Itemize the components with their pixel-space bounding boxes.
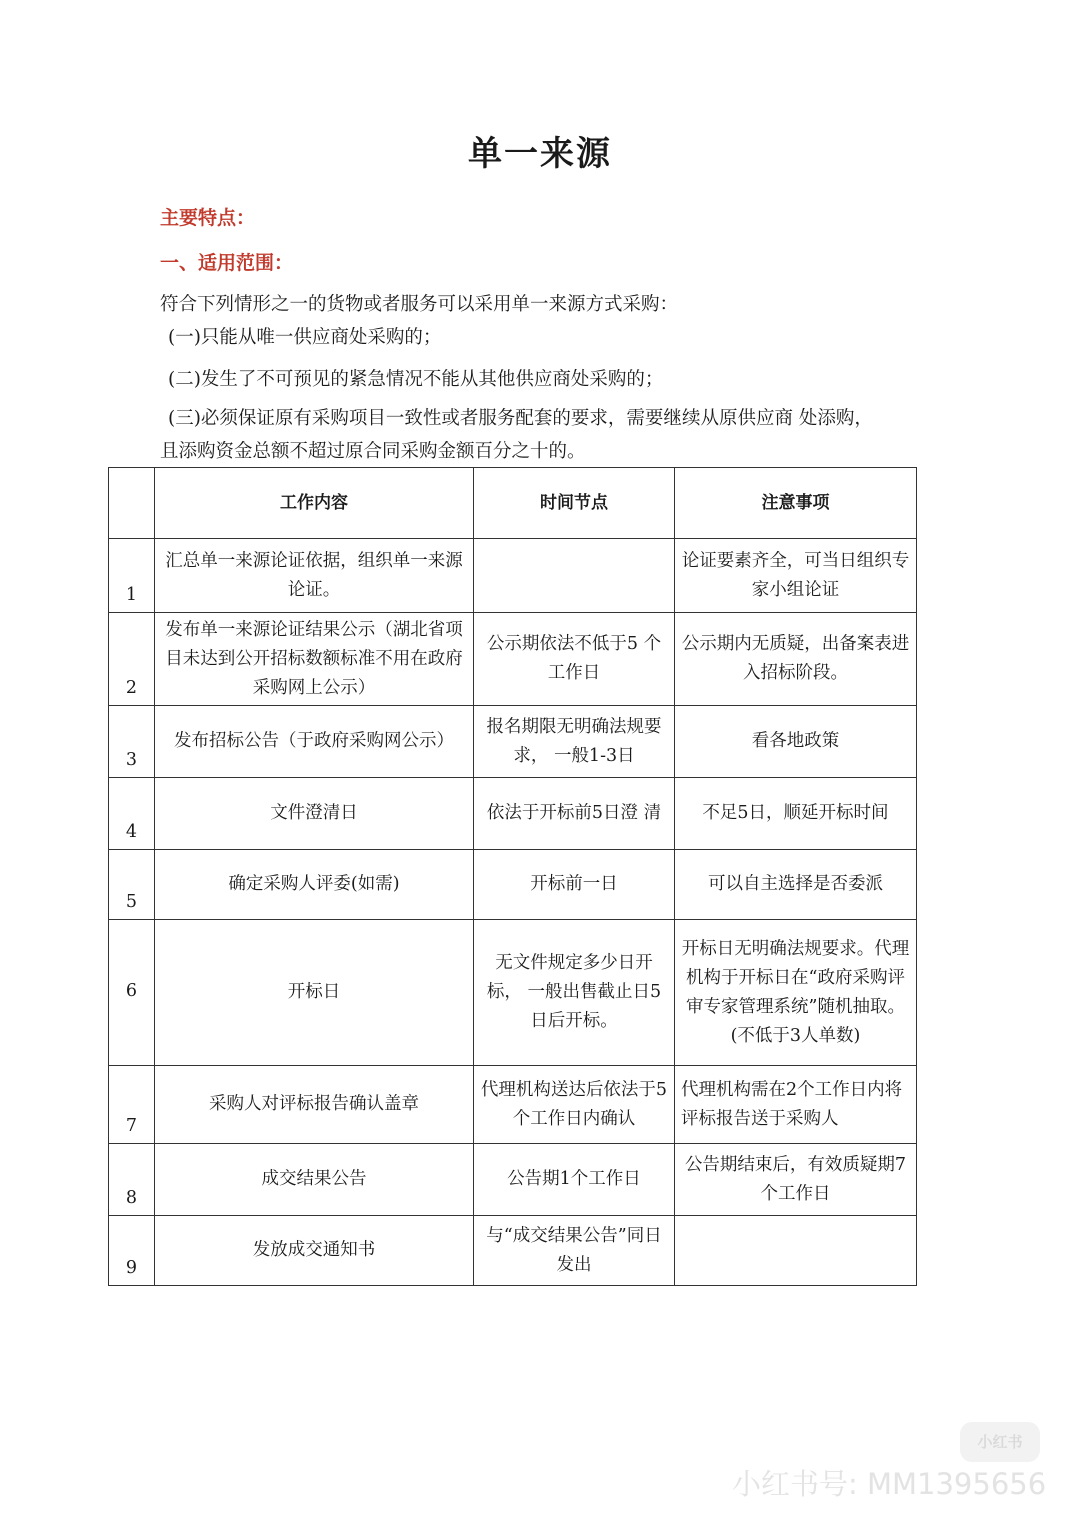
notes-cell: 公示期内无质疑，出备案表进入招标阶段。 (675, 613, 917, 706)
scope-item-3-continued: 且添购资金总额不超过原合同采购金额百分之十的。 (160, 441, 586, 462)
notes-cell: 不足5日，顺延开标时间 (675, 778, 917, 850)
time-node-cell: 公告期1个工作日 (474, 1144, 675, 1216)
row-number: 8 (109, 1144, 155, 1216)
xiaohongshu-id-watermark: 小红书号: MM1395656 (732, 1467, 1047, 1501)
table-header-row (109, 468, 917, 539)
table-row (109, 778, 917, 850)
section-scope: 一、适用范围： (160, 252, 294, 274)
work-content-cell: 发布单一来源论证结果公示（湖北省项目未达到公开招标数额标准不用在政府采购网上公示） (155, 613, 474, 706)
work-content-cell: 成交结果公告 (155, 1144, 474, 1216)
row-number: 4 (109, 778, 155, 850)
time-node-cell: 开标前一日 (474, 850, 675, 920)
row-number: 5 (109, 850, 155, 920)
header-notes: 注意事项 (675, 468, 917, 539)
table-row (109, 1144, 917, 1216)
row-number: 3 (109, 706, 155, 778)
work-content-cell: 发布招标公告（于政府采购网公示） (155, 706, 474, 778)
row-number: 2 (109, 613, 155, 706)
work-content-cell: 采购人对评标报告确认盖章 (155, 1066, 474, 1144)
work-content-cell: 文件澄清日 (155, 778, 474, 850)
row-number: 7 (109, 1066, 155, 1144)
work-content-cell: 发放成交通知书 (155, 1216, 474, 1286)
notes-cell: 可以自主选择是否委派 (675, 850, 917, 920)
intro-paragraph: 符合下列情形之一的货物或者服务可以采用单一来源方式采购： (160, 294, 679, 315)
xiaohongshu-logo-watermark: 小红书 (960, 1422, 1040, 1462)
table-row (109, 1216, 917, 1286)
row-number: 9 (109, 1216, 155, 1286)
row-number: 6 (109, 920, 155, 1066)
table-row (109, 1066, 917, 1144)
notes-cell: 看各地政策 (675, 706, 917, 778)
notes-cell: 公告期结束后，有效质疑期7个工作日 (675, 1144, 917, 1216)
table-row (109, 539, 917, 613)
time-node-cell (474, 539, 675, 613)
time-node-cell: 代理机构送达后依法于5个工作日内确认 (474, 1066, 675, 1144)
section-main-features: 主要特点： (160, 207, 256, 229)
time-node-cell: 报名期限无明确法规要求， 一般1-3日 (474, 706, 675, 778)
work-content-cell: 开标日 (155, 920, 474, 1066)
table-row (109, 706, 917, 778)
row-number: 1 (109, 539, 155, 613)
notes-cell (675, 1216, 917, 1286)
scope-item-1: (一)只能从唯一供应商处采购的； (168, 327, 442, 348)
notes-cell: 代理机构需在2个工作日内将评标报告送于采购人 (675, 1066, 917, 1144)
header-time-node: 时间节点 (474, 468, 675, 539)
time-node-cell: 与“成交结果公告”同日发出 (474, 1216, 675, 1286)
scope-item-2: (二)发生了不可预见的紧急情况不能从其他供应商处采购的； (168, 369, 664, 390)
time-node-cell: 依法于开标前5日澄 清 (474, 778, 675, 850)
time-node-cell: 无文件规定多少日开标， 一般出售截止日5日后开标。 (474, 920, 675, 1066)
work-content-cell: 确定采购人评委(如需) (155, 850, 474, 920)
page-title: 单一来源 (468, 134, 612, 174)
notes-cell: 论证要素齐全，可当日组织专家小组论证 (675, 539, 917, 613)
table-row (109, 920, 917, 1066)
scope-item-3: (三)必须保证原有采购项目一致性或者服务配套的要求，需要继续从原供应商 处添购， (168, 408, 873, 429)
procurement-process-table (108, 467, 917, 1286)
work-content-cell: 汇总单一来源论证依据，组织单一来源论证。 (155, 539, 474, 613)
notes-cell: 开标日无明确法规要求。代理机构于开标日在“政府采购评审专家管理系统”随机抽取。(不低于3人单数) (675, 920, 917, 1066)
header-number (109, 468, 155, 539)
table-row (109, 850, 917, 920)
time-node-cell: 公示期依法不低于5 个工作日 (474, 613, 675, 706)
table-row (109, 613, 917, 706)
header-work-content: 工作内容 (155, 468, 474, 539)
